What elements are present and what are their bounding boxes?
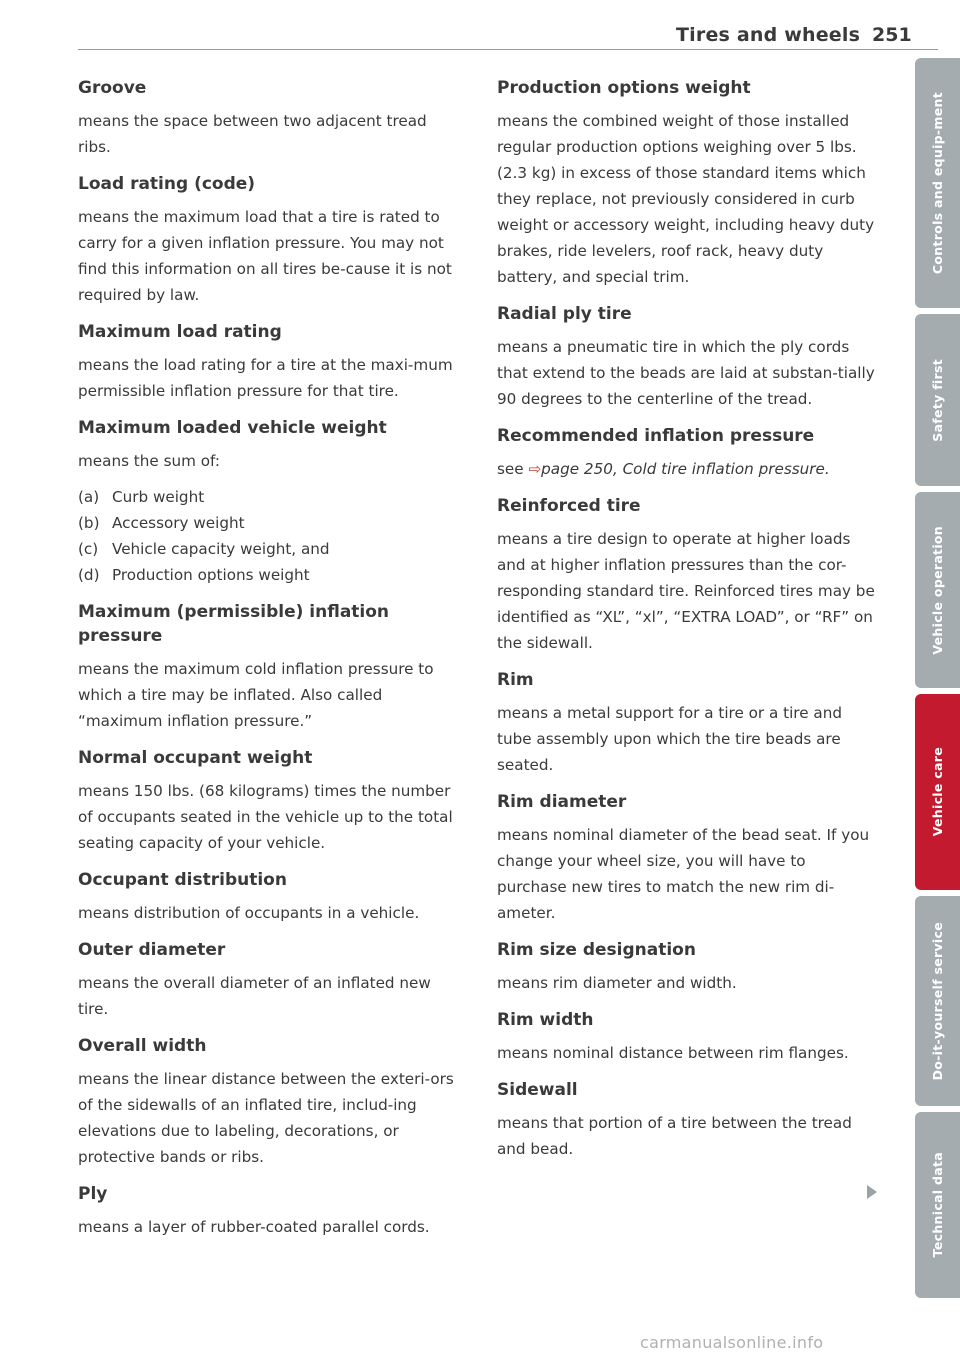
definition-entry bbox=[78, 868, 456, 926]
term-definition: means the maximum load that a tire is rated to carry for a given inflation pressure. You may not find this information on all tires be-cause it is not required by law. bbox=[78, 208, 452, 304]
definition-entry bbox=[78, 1182, 456, 1240]
definition-entry bbox=[497, 1078, 877, 1162]
definition-entry bbox=[497, 938, 877, 996]
term-definition: means nominal diameter of the bead seat. If you change your wheel size, you will have to purchase new tires to match the new rim di-ameter. bbox=[497, 826, 870, 922]
term-heading: Rim bbox=[497, 670, 534, 690]
definition-entry bbox=[78, 938, 456, 1022]
definition-entry bbox=[78, 320, 456, 404]
term-definition bbox=[497, 456, 877, 482]
definition-entry bbox=[78, 416, 456, 588]
definition-entry bbox=[78, 746, 456, 856]
tab-label: Do-it-yourself service bbox=[930, 921, 945, 1081]
term-definition: means 150 lbs. (68 kilograms) times the number of occupants seated in the vehicle up to the total seating capacity of your vehicle. bbox=[78, 782, 453, 852]
term-definition: means the space between two adjacent tread ribs. bbox=[78, 112, 427, 156]
see-prefix: see bbox=[497, 460, 529, 478]
term-heading: Sidewall bbox=[497, 1080, 578, 1100]
term-heading: Occupant distribution bbox=[78, 870, 287, 890]
definition-entry bbox=[497, 76, 877, 290]
tab-controls-and-equipment[interactable] bbox=[915, 58, 960, 308]
term-heading: Maximum load rating bbox=[78, 322, 282, 342]
tab-safety-first[interactable] bbox=[915, 314, 960, 486]
cross-reference-arrow-icon: ⇨ bbox=[528, 460, 542, 478]
tab-vehicle-care[interactable] bbox=[915, 694, 960, 890]
tab-label: Vehicle operation bbox=[930, 525, 945, 655]
definition-entry bbox=[78, 600, 456, 734]
header-rule bbox=[78, 49, 938, 50]
tab-do-it-yourself-service[interactable] bbox=[915, 896, 960, 1106]
list-item-text: Vehicle capacity weight, and bbox=[112, 540, 330, 558]
term-heading: Maximum (permissible) inflation pressure bbox=[78, 602, 390, 646]
term-definition: means a tire design to operate at higher loads and at higher inflation pressures than the cor-responding standard tire. Reinforced tires may be identified as “XL”, “xl”, “EXTRA LOAD”, or “RF” on the sidewall. bbox=[497, 530, 875, 652]
tab-label: Vehicle care bbox=[930, 747, 945, 837]
term-definition: means the combined weight of those installed regular production options weighing over 5 lbs. (2.3 kg) in excess of those standard items which they replace, not previously considered in curb weight or accessory weight, including heavy duty brakes, ride levelers, roof rack, heavy duty battery, and special trim. bbox=[497, 112, 875, 286]
term-heading: Rim width bbox=[497, 1010, 594, 1030]
term-definition: means a metal support for a tire or a tire and tube assembly upon which the tire beads are seated. bbox=[497, 704, 842, 774]
definition-entry bbox=[497, 1008, 877, 1066]
section-title: Tires and wheels bbox=[676, 24, 861, 46]
term-heading: Ply bbox=[78, 1184, 108, 1204]
definition-entry bbox=[497, 424, 877, 482]
term-heading: Groove bbox=[78, 78, 147, 98]
list-item-label: (b) bbox=[78, 514, 100, 532]
term-definition: means a pneumatic tire in which the ply cords that extend to the beads are laid at substan-tially 90 degrees to the centerline of the tread. bbox=[497, 338, 875, 408]
definition-entry bbox=[497, 668, 877, 778]
term-heading: Rim size designation bbox=[497, 940, 696, 960]
list-item-text: Accessory weight bbox=[112, 514, 245, 532]
tab-label: Technical data bbox=[930, 1152, 945, 1258]
definition-entry bbox=[497, 302, 877, 412]
sum-list bbox=[78, 484, 456, 588]
list-item-label: (a) bbox=[78, 488, 100, 506]
tab-technical-data[interactable] bbox=[915, 1112, 960, 1298]
term-definition: means the load rating for a tire at the maxi-mum permissible inflation pressure for that tire. bbox=[78, 356, 453, 400]
tab-vehicle-operation[interactable] bbox=[915, 492, 960, 688]
list-item bbox=[78, 484, 456, 510]
list-item-label: (c) bbox=[78, 540, 99, 558]
page-number: 251 bbox=[872, 24, 912, 46]
term-heading: Normal occupant weight bbox=[78, 748, 313, 768]
term-definition: means nominal distance between rim flanges. bbox=[497, 1044, 849, 1062]
term-heading: Load rating (code) bbox=[78, 174, 256, 194]
term-heading: Recommended inflation pressure bbox=[497, 426, 815, 446]
term-definition: means the overall diameter of an inflated new tire. bbox=[78, 974, 431, 1018]
right-column bbox=[497, 76, 877, 1174]
tab-label: Safety first bbox=[930, 358, 945, 442]
term-heading: Outer diameter bbox=[78, 940, 226, 960]
term-heading: Overall width bbox=[78, 1036, 207, 1056]
list-item bbox=[78, 562, 456, 588]
term-definition: means rim diameter and width. bbox=[497, 974, 737, 992]
term-definition: means the linear distance between the exteri-ors of the sidewalls of an inflated tire, includ-ing elevations due to labeling, decorations, or protective bands or ribs. bbox=[78, 1070, 454, 1166]
definition-entry bbox=[497, 494, 877, 656]
left-column bbox=[78, 76, 456, 1252]
term-definition: means the sum of: bbox=[78, 452, 220, 470]
tab-label: Controls and equip-ment bbox=[930, 91, 945, 275]
term-heading: Reinforced tire bbox=[497, 496, 641, 516]
list-item-text: Curb weight bbox=[112, 488, 205, 506]
term-definition: means distribution of occupants in a vehicle. bbox=[78, 904, 420, 922]
list-item bbox=[78, 536, 456, 562]
continue-arrow-icon bbox=[867, 1185, 877, 1199]
term-definition: means the maximum cold inflation pressure to which a tire may be inflated. Also called “maximum inflation pressure.” bbox=[78, 660, 434, 730]
definition-entry bbox=[78, 1034, 456, 1170]
definition-entry bbox=[78, 76, 456, 160]
list-item bbox=[78, 510, 456, 536]
list-item-label: (d) bbox=[78, 566, 100, 584]
watermark: carmanualsonline.info bbox=[640, 1333, 824, 1352]
term-definition: means a layer of rubber-coated parallel cords. bbox=[78, 1218, 430, 1236]
list-item-text: Production options weight bbox=[112, 566, 310, 584]
term-heading: Production options weight bbox=[497, 78, 751, 98]
definition-entry bbox=[78, 172, 456, 308]
term-heading: Rim diameter bbox=[497, 792, 627, 812]
cross-reference-link[interactable]: page 250, Cold tire inflation pressure. bbox=[541, 460, 830, 478]
term-heading: Maximum loaded vehicle weight bbox=[78, 418, 387, 438]
term-heading: Radial ply tire bbox=[497, 304, 632, 324]
definition-entry bbox=[497, 790, 877, 926]
term-definition: means that portion of a tire between the tread and bead. bbox=[497, 1114, 852, 1158]
